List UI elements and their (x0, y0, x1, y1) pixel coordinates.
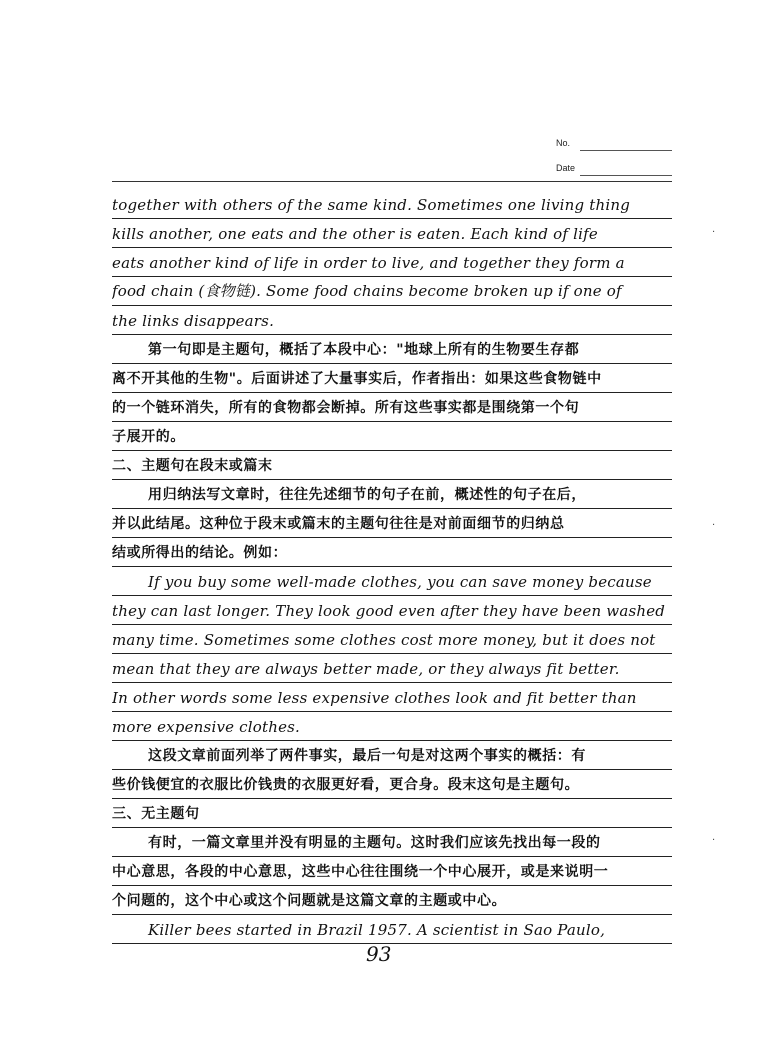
text-line: kills another, one eats and the other is eaten. Each kind of life (112, 219, 672, 248)
text-line: many time. Sometimes some clothes cost more money, but it does not (112, 625, 672, 654)
section-heading: 二、主题句在段末或篇末 (112, 451, 672, 480)
text-line: eats another kind of life in order to live, and together they form a (112, 248, 672, 277)
section-heading: 三、无主题句 (112, 799, 672, 828)
text-line: 个问题的，这个中心或这个问题就是这篇文章的主题或中心。 (112, 886, 672, 915)
binding-mark: · (712, 520, 716, 531)
text-line: they can last longer. They look good even after they have been washed (112, 596, 672, 625)
text-line: the links disappears. (112, 306, 672, 335)
text-line: 用归纳法写文章时，往往先述细节的句子在前，概述性的句子在后， (112, 480, 672, 509)
text-line: 并以此结尾。这种位于段末或篇末的主题句往往是对前面细节的归纳总 (112, 509, 672, 538)
text-line: 第一句即是主题句，概括了本段中心："地球上所有的生物要生存都 (112, 335, 672, 364)
date-field-line (580, 175, 672, 176)
text-line: more expensive clothes. (112, 712, 672, 741)
text-line: 结或所得出的结论。例如： (112, 538, 672, 567)
no-label: No. (556, 138, 571, 148)
text-line: 有时，一篇文章里并没有明显的主题句。这时我们应该先找出每一段的 (112, 828, 672, 857)
page-number: 93 (366, 942, 392, 966)
binding-mark: · (712, 227, 716, 238)
date-label: Date (556, 163, 576, 173)
no-field-line (580, 150, 672, 151)
text-line: mean that they are always better made, or they always fit better. (112, 654, 672, 683)
top-rule (112, 181, 672, 182)
binding-mark: · (712, 835, 716, 846)
text-line: 子展开的。 (112, 422, 672, 451)
text-line: 些价钱便宜的衣服比价钱贵的衣服更好看，更合身。段末这句是主题句。 (112, 770, 672, 799)
text-line: 这段文章前面列举了两件事实，最后一句是对这两个事实的概括：有 (112, 741, 672, 770)
text-line: together with others of the same kind. Sometimes one living thing (112, 190, 672, 219)
text-line: Killer bees started in Brazil 1957. A scientist in Sao Paulo, (112, 915, 672, 944)
text-line: 的一个链环消失，所有的食物都会断掉。所有这些事实都是围绕第一个句 (112, 393, 672, 422)
text-line: 中心意思，各段的中心意思，这些中心往往围绕一个中心展开，或是来说明一 (112, 857, 672, 886)
text-line: 离不开其他的生物"。后面讲述了大量事实后，作者指出：如果这些食物链中 (112, 364, 672, 393)
handwritten-text-lines (112, 190, 672, 944)
text-line: In other words some less expensive clothes look and fit better than (112, 683, 672, 712)
text-line: food chain (食物链). Some food chains become broken up if one of (112, 277, 672, 306)
text-line: If you buy some well-made clothes, you can save money because (112, 567, 672, 596)
